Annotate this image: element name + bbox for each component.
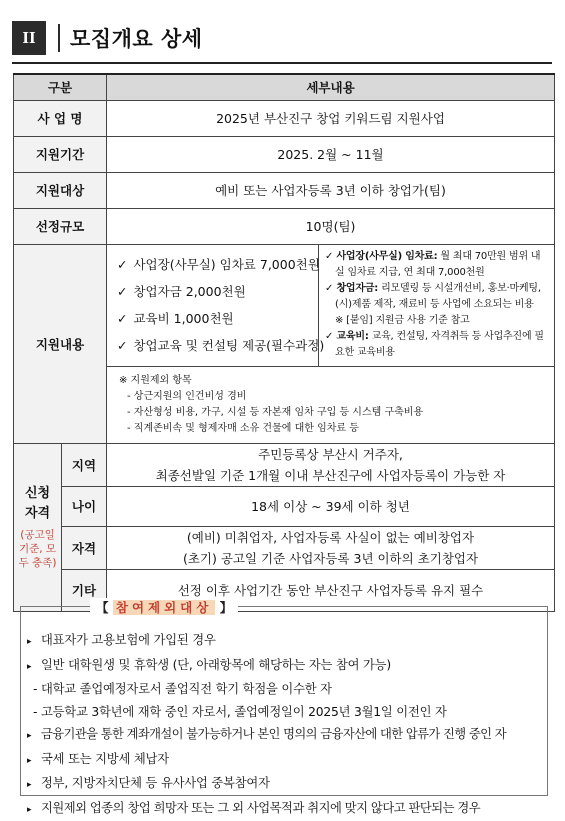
qualification-label-2: 자격 (14, 504, 61, 524)
sub-label-age: 나이 (62, 486, 107, 526)
support-detail-note: ※ [붙임] 지원금 사용 기준 참고 (325, 313, 548, 329)
bullet-arrow-icon: ▸ (27, 725, 41, 748)
bullet-arrow-icon: ▸ (27, 656, 41, 679)
support-detail-head: 사업장(사무실) 임차료: (336, 251, 437, 262)
notice-bracket-close: 】 (220, 600, 233, 615)
title-divider (58, 24, 60, 52)
period-value: 2025. 2월 ~ 11월 (107, 136, 555, 172)
region-line: 최종선발일 기준 1개월 이내 부산진구에 사업자등록이 가능한 자 (107, 465, 554, 486)
support-item: ✓ 창업교육 및 컨설팅 제공(필수과정) (117, 332, 312, 359)
support-item: ✓ 창업자금 2,000천원 (117, 278, 312, 305)
qualification-line: (초기) 공고일 기준 사업자등록 3년 이하의 초기창업자 (107, 548, 554, 569)
target-value: 예비 또는 사업자등록 3년 이하 창업가(팀) (107, 172, 555, 208)
row-label-period: 지원기간 (14, 136, 107, 172)
support-items-list (107, 245, 318, 365)
section-title-text: 모집개요 상세 (70, 23, 203, 53)
support-detail: ✓ 사업장(사무실) 임차료: 월 최대 70만원 범위 내 실 임차료 지급, 연 최대 7,000천원 (325, 249, 548, 281)
list-item (27, 701, 547, 724)
qualification-line: (예비) 미취업자, 사업자등록 사실이 없는 예비창업자 (107, 527, 554, 548)
exclusion-line: - 상근지원의 인건비성 경비 (119, 389, 544, 405)
region-value (107, 443, 555, 486)
exclusion-notice-box (20, 606, 548, 796)
support-detail-head: 창업자금: (336, 283, 378, 294)
bullet-arrow-icon: ▸ (27, 631, 41, 654)
qualification-label-1: 신청 (14, 484, 61, 504)
bullet-arrow-icon: ▸ (27, 799, 41, 821)
support-detail-head: 교육비: (336, 331, 368, 342)
support-detail-text: 리모델링 등 시설개선비, 홍보·마케팅, (시)제품 제작, 재료비 등 사업에 소요되는 비용 (335, 283, 541, 310)
business-name-value: 2025년 부산진구 창업 키워드림 지원사업 (107, 100, 555, 136)
list-item-text: 정부, 지방자치단체 등 유사사업 중복참여자 (41, 776, 270, 790)
table-row (14, 136, 555, 172)
support-details-cell (319, 244, 555, 366)
notice-list (27, 629, 547, 821)
exclusion-line: - 직계존비속 및 형제자매 소유 건물에 대한 임차료 등 (119, 421, 544, 437)
other-value: 선정 이후 사업기간 동안 부산진구 사업자등록 유지 필수 (107, 569, 555, 611)
exclusion-line: - 자산형성 비용, 가구, 시설 등 자본재 임차 구입 등 시스템 구축비용 (119, 405, 544, 421)
list-item (27, 629, 547, 654)
table-row (14, 486, 555, 526)
scale-value: 10명(팀) (107, 208, 555, 244)
list-item (27, 654, 547, 679)
row-label-target: 지원대상 (14, 172, 107, 208)
list-item-text: 대표자가 고용보험에 가입된 경우 (41, 633, 216, 647)
table-row (14, 526, 555, 569)
table-row (14, 208, 555, 244)
header-details: 세부내용 (107, 74, 555, 100)
exclusion-title: ※ 지원제외 항목 (119, 373, 544, 389)
sub-label-region: 지역 (62, 443, 107, 486)
table-row (14, 100, 555, 136)
recruitment-detail-table (13, 73, 555, 612)
exclusion-cell (107, 366, 555, 443)
table-header-row (14, 74, 555, 100)
section-title (12, 18, 552, 58)
table-row (14, 244, 555, 366)
support-detail-text: 교육, 컨설팅, 자격취득 등 사업추진에 필요한 교육비용 (335, 331, 544, 358)
support-items-cell (107, 244, 319, 366)
exclusion-block (107, 367, 554, 443)
list-item-text: 금융기관을 통한 계좌개설이 불가능하거나 본인 명의의 금융자산에 대한 압류가 진행 중인 자 (41, 727, 506, 741)
support-detail-text: 월 최대 70만원 범위 내 실 임차료 지급, 연 최대 7,000천원 (335, 251, 540, 278)
sub-label-other: 기타 (62, 569, 107, 611)
notice-title-text: 참여제외대상 (113, 600, 215, 615)
list-item (27, 723, 547, 748)
support-item: ✓ 사업장(사무실) 임차료 7,000천원 (117, 251, 312, 278)
notice-bracket-open: 【 (96, 600, 109, 615)
list-item-text: 일반 대학원생 및 휴학생 (단, 아래항목에 해당하는 자는 참여 가능) (41, 658, 391, 672)
qualification-value (107, 526, 555, 569)
list-item (27, 772, 547, 797)
row-label-qualification (14, 443, 62, 611)
list-item-text: - 고등학교 3학년에 재학 중인 자로서, 졸업예정일이 2025년 3월1일 이전인 자 (33, 705, 447, 719)
row-label-scale: 선정규모 (14, 208, 107, 244)
list-item-text: - 대학교 졸업예정자로서 졸업직전 학기 학점을 이수한 자 (33, 682, 332, 696)
table-row (14, 172, 555, 208)
sub-label-qualification: 자격 (62, 526, 107, 569)
list-item (27, 748, 547, 773)
list-item (27, 678, 547, 701)
bullet-arrow-icon: ▸ (27, 774, 41, 797)
bullet-arrow-icon: ▸ (27, 750, 41, 773)
section-number: II (12, 21, 46, 55)
header-category: 구분 (14, 74, 107, 100)
row-label-business-name: 사 업 명 (14, 100, 107, 136)
list-item-text: 지원제외 업종의 창업 희망자 또는 그 외 사업목적과 취지에 맞지 않다고 판단되는 경우 (41, 801, 480, 815)
age-value: 18세 이상 ~ 39세 이하 청년 (107, 486, 555, 526)
support-details-list (319, 245, 554, 365)
support-detail: ✓ 창업자금: 리모델링 등 시설개선비, 홍보·마케팅, (시)제품 제작, 재료비 등 사업에 소요되는 비용 (325, 281, 548, 313)
region-line: 주민등록상 부산시 거주자, (107, 444, 554, 465)
row-label-support: 지원내용 (14, 244, 107, 443)
notice-title (90, 598, 238, 616)
table-row (14, 443, 555, 486)
qualification-label-sub: (공고일 기준, 모두 충족) (14, 528, 61, 570)
support-item: ✓ 교육비 1,000천원 (117, 305, 312, 332)
list-item (27, 797, 547, 821)
support-detail: ✓ 교육비: 교육, 컨설팅, 자격취득 등 사업추진에 필요한 교육비용 (325, 329, 548, 361)
title-underline (12, 62, 552, 64)
list-item-text: 국세 또는 지방세 체납자 (41, 752, 169, 766)
